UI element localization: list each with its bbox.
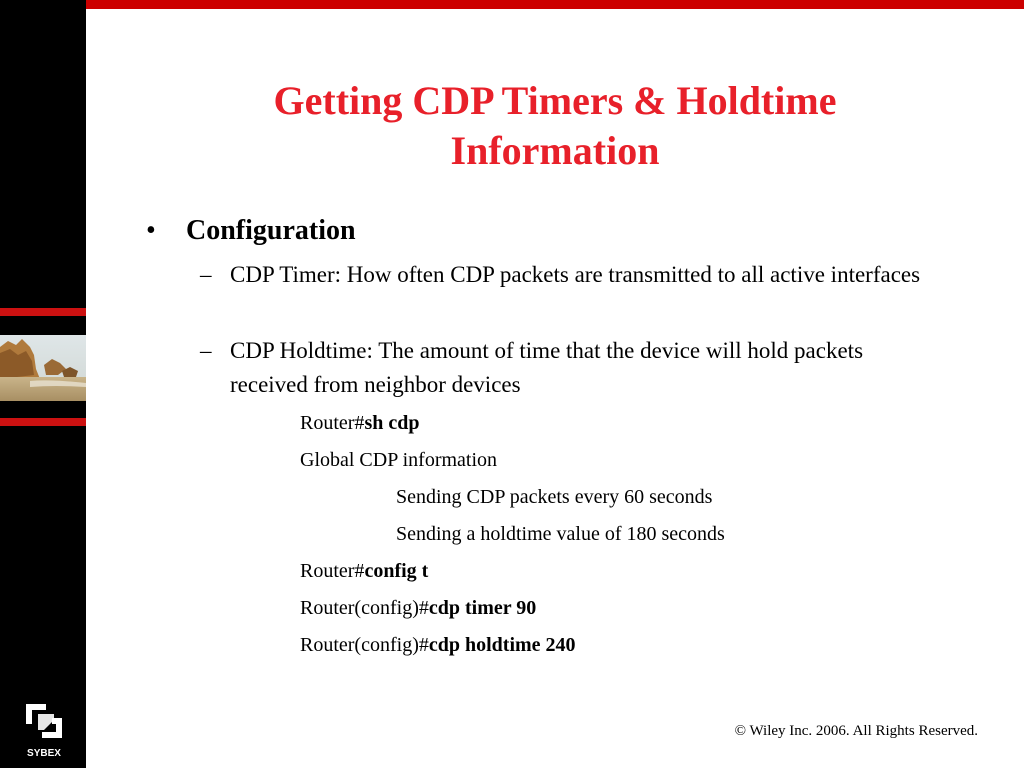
sidebar-stripe-lower bbox=[0, 418, 86, 426]
code-prompt: Router(config)# bbox=[300, 597, 429, 619]
dash-symbol: – bbox=[200, 338, 212, 363]
subbullet-cdp-timer bbox=[200, 258, 930, 292]
code-line-cdp-timer bbox=[300, 595, 536, 621]
slide-title: Getting CDP Timers & Holdtime Information bbox=[273, 78, 837, 173]
subbullet-text: CDP Holdtime: The amount of time that the device will hold packets received from neighbor devices bbox=[230, 338, 864, 397]
copyright-footer: © Wiley Inc. 2006. All Rights Reserved. bbox=[734, 723, 978, 739]
code-line-holdtime-value: Sending a holdtime value of 180 seconds bbox=[396, 523, 725, 545]
code-command: cdp holdtime 240 bbox=[428, 634, 576, 656]
code-prompt: Router# bbox=[300, 412, 365, 434]
code-line-config-t bbox=[300, 558, 428, 584]
code-command: cdp timer 90 bbox=[428, 597, 537, 619]
sybex-logo bbox=[16, 696, 72, 762]
code-command: config t bbox=[364, 560, 429, 582]
bullet-symbol: • bbox=[146, 215, 156, 246]
code-prompt: Router(config)# bbox=[300, 634, 429, 656]
bullet-configuration bbox=[146, 212, 356, 250]
code-line-global-info: Global CDP information bbox=[300, 449, 498, 471]
sidebar-stripe-upper bbox=[0, 308, 86, 316]
top-accent-bar bbox=[0, 0, 1024, 9]
subbullet-cdp-holdtime bbox=[200, 334, 930, 402]
code-line-cdp-holdtime bbox=[300, 632, 576, 658]
left-sidebar bbox=[0, 0, 86, 768]
code-prompt: Router# bbox=[300, 560, 365, 582]
code-line-sh-cdp bbox=[300, 410, 419, 436]
dash-symbol: – bbox=[200, 262, 212, 287]
code-line-sending-packets: Sending CDP packets every 60 seconds bbox=[396, 486, 713, 508]
coastal-photo bbox=[0, 335, 86, 401]
logo-text: SYBEX bbox=[27, 748, 61, 759]
bullet-label: Configuration bbox=[186, 215, 356, 246]
subbullet-text: CDP Timer: How often CDP packets are transmitted to all active interfaces bbox=[230, 262, 921, 287]
code-command: sh cdp bbox=[364, 412, 420, 434]
